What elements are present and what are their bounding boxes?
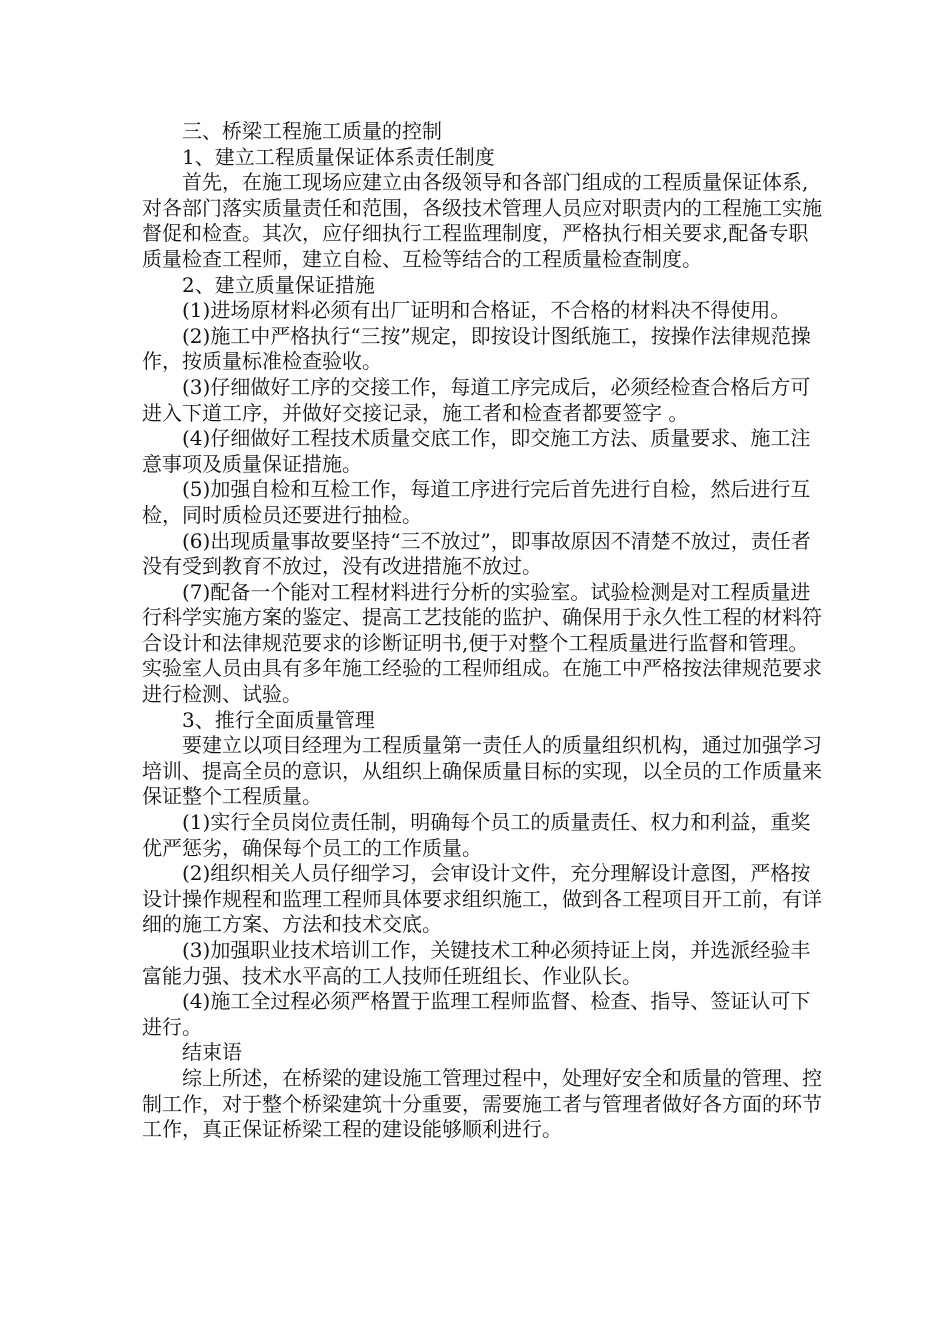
list-item: (4)施工全过程必须严格置于监理工程师监督、检查、指导、签证认可下进行。 bbox=[142, 989, 811, 1039]
list-item: (3)仔细做好工序的交接工作，每道工序完成后，必须经检查合格后方可进入下道工序，并做好交接记录，施工者和检查者都要签字 。 bbox=[142, 374, 811, 425]
subsection-heading: 3、推行全面质量管理 bbox=[182, 707, 375, 732]
list-item: (2)施工中严格执行“三按”规定，即按设计图纸施工，按操作法律规范操作，按质量标准检查验收。 bbox=[142, 323, 811, 374]
body-paragraph: 要建立以项目经理为工程质量第一责任人的质量组织机构，通过加强学习培训、提高全员的意识，从组织上确保质量目标的实现，以全员的工作质量来保证整个工程质量。 bbox=[142, 733, 822, 809]
list-item: (6)出现质量事故要坚持“三不放过”，即事故原因不清楚不放过，责任者没有受到教育不放过，没有改进措施不放过。 bbox=[142, 528, 811, 579]
conclusion-paragraph: 综上所述，在桥梁的建设施工管理过程中，处理好安全和质量的管理、控制工作，对于整个桥梁建筑十分重要，需要施工者与管理者做好各方面的环节工作，真正保证桥梁工程的建设能够顺利进行。 bbox=[142, 1065, 822, 1142]
document-body bbox=[142, 119, 822, 1143]
list-item: (1)实行全员岗位责任制，明确每个员工的质量责任、权力和利益，重奖优严惩劣，确保每个员工的工作质量。 bbox=[142, 810, 811, 860]
body-paragraph: 首先，在施工现场应建立由各级领导和各部门组成的工程质量保证体系,对各部门落实质量责任和范围，各级技术管理人员应对职责内的工程施工实施督促和检查。其次，应仔细执行工程监理制度，严格执行相关要求,配备专职质量检查工程师，建立自检、互检等结合的工程质量检查制度。 bbox=[142, 170, 822, 271]
list-item: (1)进场原材料必须有出厂证明和合格证，不合格的材料决不得使用。 bbox=[182, 298, 791, 323]
subsection-heading: 1、建立工程质量保证体系责任制度 bbox=[182, 144, 495, 169]
section-heading: 三、桥梁工程施工质量的控制 bbox=[182, 119, 442, 143]
list-item: (2)组织相关人员仔细学习，会审设计文件，充分理解设计意图，严格按设计操作规程和监理工程师具体要求组织施工，做到各工程项目开工前，有详细的施工方案、方法和技术交底。 bbox=[142, 861, 822, 937]
list-item: (3)加强职业技术培训工作，关键技术工种必须持证上岗，并选派经验丰富能力强、技术水平高的工人技师任班组长、作业队长。 bbox=[142, 938, 811, 988]
list-item: (5)加强自检和互检工作，每道工序进行完后首先进行自检，然后进行互检，同时质检员还要进行抽检。 bbox=[142, 477, 811, 527]
list-item: (7)配备一个能对工程材料进行分析的实验室。试验检测是对工程质量进行科学实施方案的鉴定、提高工艺技能的监护、确保用于永久性工程的材料符合设计和法律规范要求的诊断证明书,便于对整个工程质量进行监督和管理。实验室人员由具有多年施工经验的工程师组成。在施工中严格按法律规范要求进行检测、试验。 bbox=[142, 579, 822, 707]
list-item: (4)仔细做好工程技术质量交底工作，即交施工方法、质量要求、施工注意事项及质量保证措施。 bbox=[142, 426, 811, 476]
conclusion-heading: 结束语 bbox=[182, 1040, 242, 1065]
subsection-heading: 2、建立质量保证措施 bbox=[182, 272, 375, 297]
